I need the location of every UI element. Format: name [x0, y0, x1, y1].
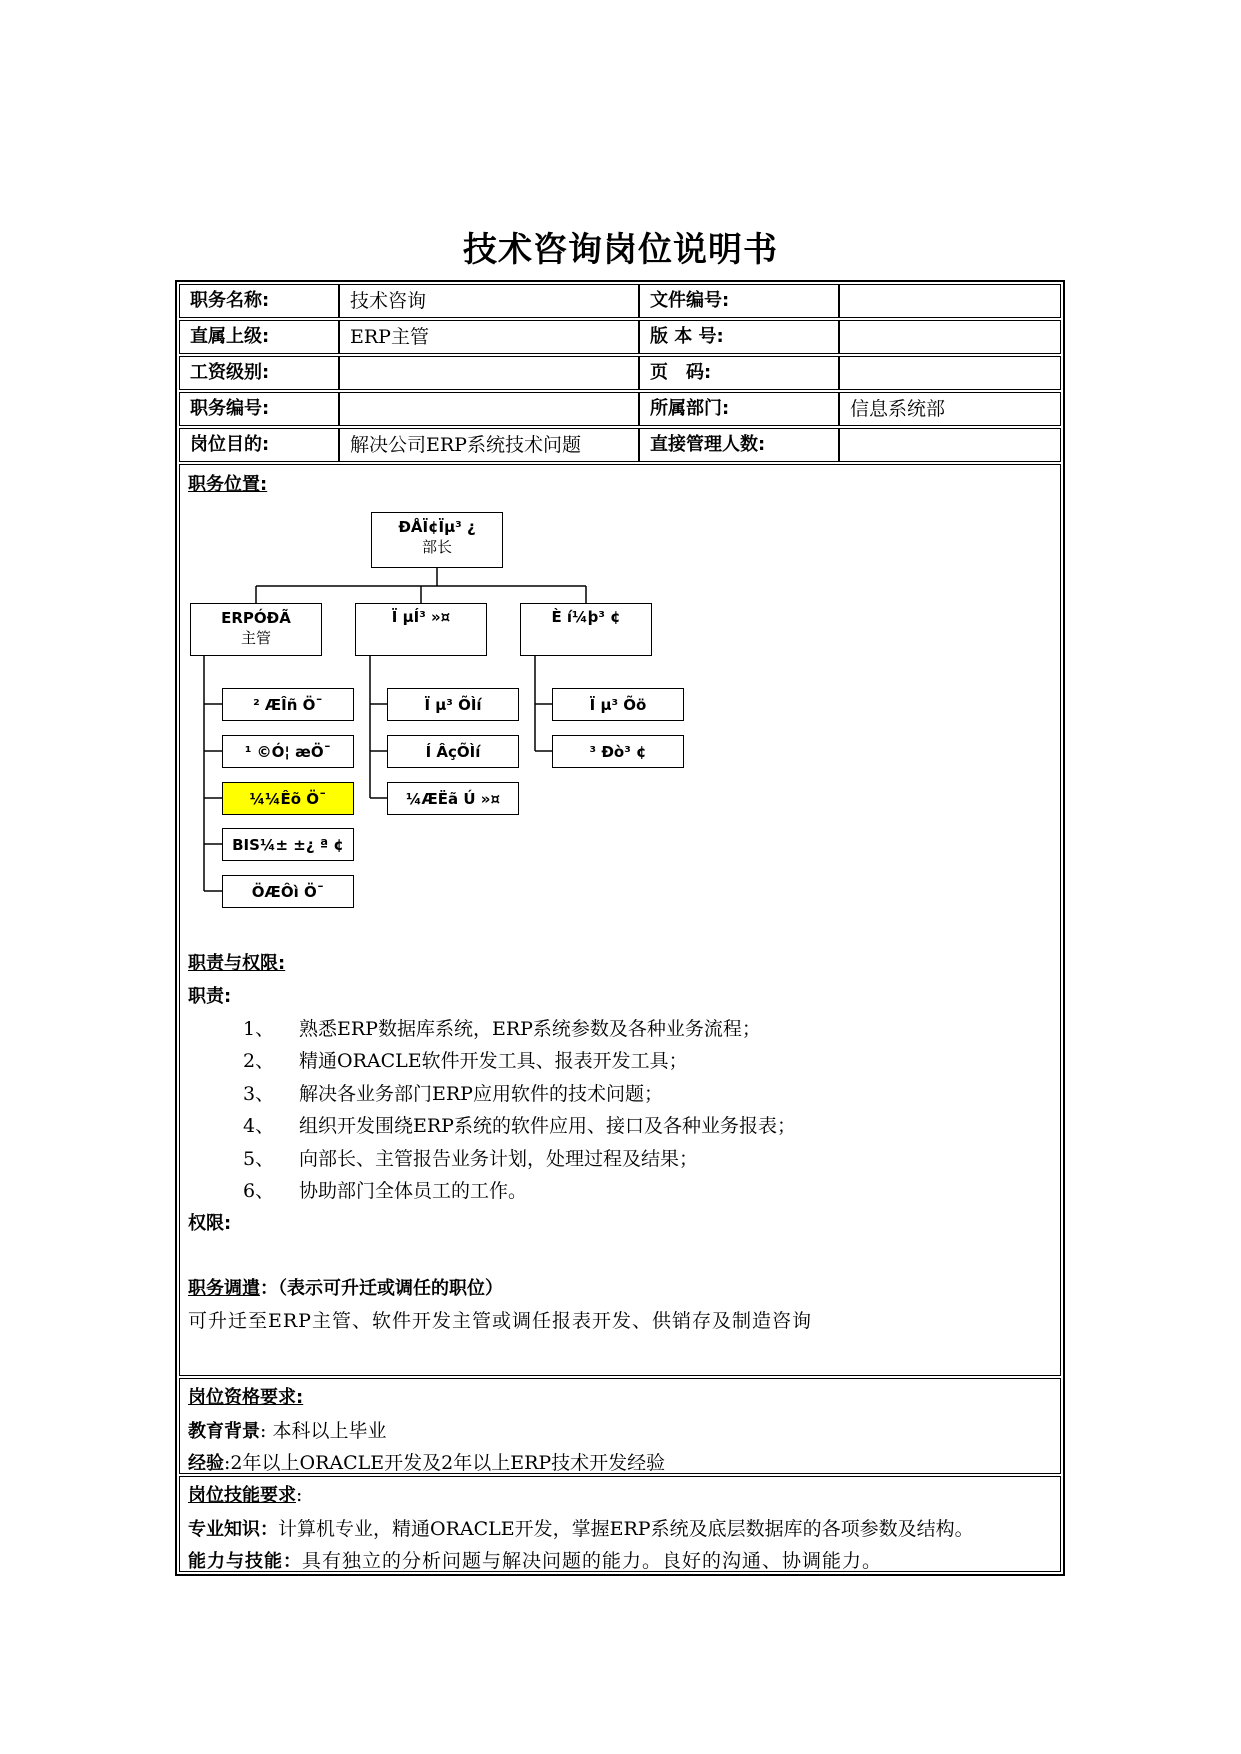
label-job-number: 职务编号: [179, 392, 339, 426]
ability-label: 能力与技能： [188, 1551, 302, 1572]
authority-label: 权限: [188, 1213, 232, 1234]
org-box-mid-2-code: Ï µÍ³ »¤ [391, 608, 451, 626]
org-box-col1-4: BIS¼± ±¿ ª ¢ [222, 828, 354, 861]
list-item [243, 1176, 527, 1203]
qualification-heading: 岗位资格要求: [188, 1387, 304, 1408]
org-box-col1-3-current: ¼¼Êõ Ö¯ [222, 782, 354, 815]
list-item [243, 1144, 698, 1171]
org-box-mid-2 [355, 603, 487, 656]
label-supervisor: 直属上级: [179, 320, 339, 354]
list-item-text: 向部长、主管报告业务计划，处理过程及结果； [299, 1148, 699, 1170]
transfer-label: 职务调遣 [188, 1278, 260, 1299]
org-box-erp-manager-code: ERPÓÐÃ [221, 609, 291, 627]
list-item [243, 1079, 663, 1106]
duties-heading: 职责与权限: [188, 953, 286, 974]
list-item-number: 4、 [243, 1115, 275, 1137]
list-item-text: 熟悉ERP数据库系统，ERP系统参数及各种业务流程； [299, 1018, 761, 1040]
list-item-number: 2、 [243, 1050, 275, 1072]
skills-heading: 岗位技能要求 [188, 1485, 296, 1506]
org-box-mid-3-code: È í¼þ³ ¢ [551, 608, 621, 626]
experience-line [188, 1448, 665, 1475]
education-line [188, 1416, 386, 1443]
org-box-col1-1: ² ÆÎñ Ö¯ [222, 688, 354, 721]
list-item [243, 1111, 796, 1138]
position-heading: 职务位置: [188, 474, 268, 495]
value-department: 信息系统部 [839, 392, 1061, 426]
org-box-col2-3: ¼ÆËã Ú »¤ [387, 782, 519, 815]
org-box-erp-manager-title: 主管 [240, 629, 271, 647]
list-item-number: 6、 [243, 1180, 275, 1202]
label-salary-level: 工资级别: [179, 356, 339, 390]
label-direct-reports: 直接管理人数: [639, 428, 839, 462]
org-box-col2-1: Ï µ³ ÕÌí [387, 688, 519, 721]
value-supervisor: ERP主管 [339, 320, 639, 354]
label-version: 版 本 号: [639, 320, 839, 354]
org-box-mid-3 [520, 603, 652, 656]
list-item-text: 解决各业务部门ERP应用软件的技术问题； [299, 1083, 663, 1105]
org-box-col1-2: ¹ ©Ó¦ æÖ¯ [222, 735, 354, 768]
org-box-col1-5: ÖÆÔì Ö¯ [222, 875, 354, 908]
org-box-erp-manager [190, 603, 322, 656]
org-box-col3-1: Ï µ³ Õö [552, 688, 684, 721]
org-box-director-code: ÐÅÏ¢Ïµ³ ¿ [398, 518, 476, 536]
list-item-text: 精通ORACLE软件开发工具、报表开发工具； [299, 1050, 688, 1072]
label-page-number: 页 码: [639, 356, 839, 390]
org-box-director [371, 512, 503, 568]
experience-label: 经验 [188, 1453, 224, 1474]
list-item-text: 组织开发围绕ERP系统的软件应用、接口及各种业务报表； [299, 1115, 796, 1137]
list-item-text: 协助部门全体员工的工作。 [299, 1180, 528, 1202]
list-item [243, 1014, 761, 1041]
knowledge-line [188, 1514, 974, 1541]
duties-sub-heading: 职责: [188, 986, 232, 1007]
list-item [243, 1046, 688, 1073]
value-purpose: 解决公司ERP系统技术问题 [339, 428, 639, 462]
education-value: : 本科以上毕业 [260, 1420, 387, 1442]
list-item-number: 3、 [243, 1083, 275, 1105]
knowledge-label: 专业知识： [188, 1519, 278, 1540]
page-title: 技术咨询岗位说明书 [463, 230, 778, 270]
experience-value: :2年以上ORACLE开发及2年以上ERP技术开发经验 [224, 1452, 666, 1474]
knowledge-value: 计算机专业，精通ORACLE开发，掌握ERP系统及底层数据库的各项参数及结构。 [278, 1518, 974, 1540]
list-item-number: 5、 [243, 1148, 275, 1170]
transfer-text: 可升迁至ERP主管、软件开发主管或调任报表开发、供销存及制造咨询 [188, 1310, 812, 1332]
label-purpose: 岗位目的: [179, 428, 339, 462]
label-department: 所属部门: [639, 392, 839, 426]
value-job-title: 技术咨询 [339, 284, 639, 318]
ability-value: 具有独立的分析问题与解决问题的能力。良好的沟通、协调能力。 [302, 1550, 883, 1572]
org-box-col2-2: Í ÂçÕÌí [387, 735, 519, 768]
ability-line [188, 1546, 882, 1573]
label-job-title: 职务名称: [179, 284, 339, 318]
transfer-heading [188, 1274, 503, 1300]
label-file-number: 文件编号: [639, 284, 839, 318]
skills-heading-colon: : [296, 1484, 303, 1506]
education-label: 教育背景 [188, 1421, 260, 1442]
skills-heading-line [188, 1481, 302, 1507]
list-item-number: 1、 [243, 1018, 275, 1040]
org-box-director-title: 部长 [421, 538, 452, 556]
transfer-note: ：（表示可升迁或调任的职位） [260, 1278, 503, 1299]
org-box-col3-2: ³ Ðò³ ¢ [552, 735, 684, 768]
